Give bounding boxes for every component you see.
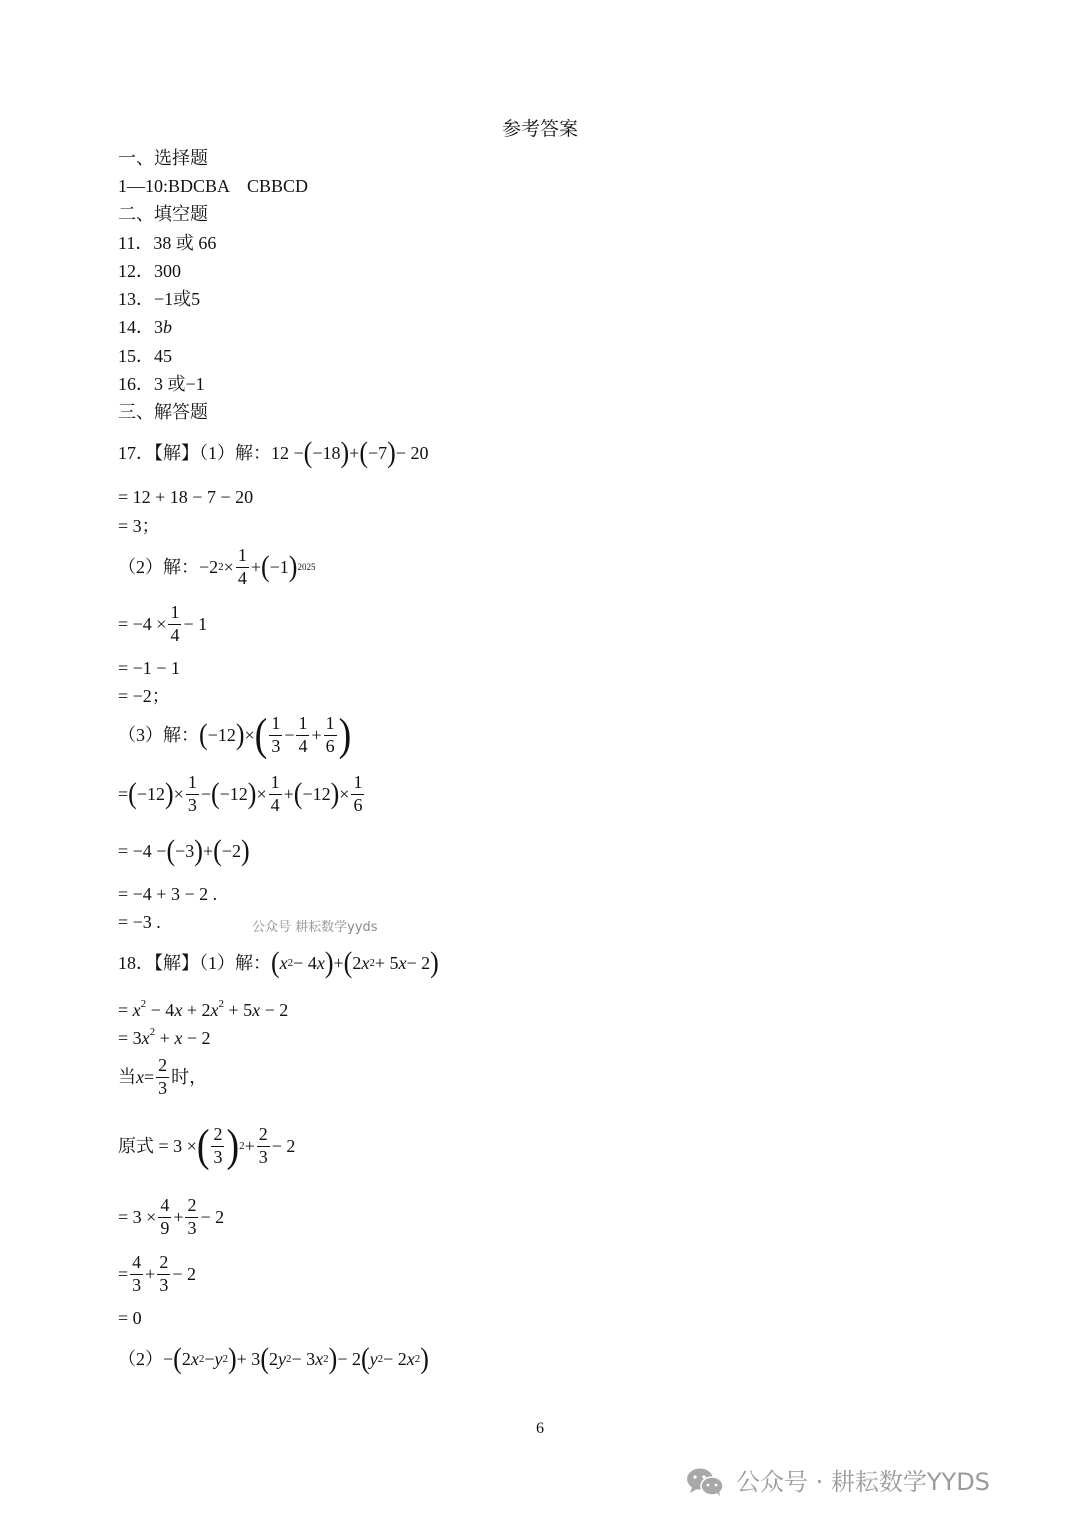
q18-part2-expr: （2） − ( 2 x 2 − y 2 ) + 3 ( 2 y 2 − 3 x 2 ) − 2 ( y 2 − 2 x 2 ) bbox=[118, 1341, 429, 1376]
q17-part2-expr: （2）解： −2 2 × $\frac{1}{4}$ + ( −1 ) 2025 bbox=[118, 545, 316, 588]
page-title: 参考答案 bbox=[501, 119, 578, 140]
fill-answer-14: 14．3b bbox=[118, 317, 172, 337]
q17-part1-expr: 17．【解】（1）解： 12 − ( −18 ) + ( −7 ) − 20 bbox=[118, 435, 429, 470]
q18-part1-step4: = $\frac{4}{3}$ + $\frac{2}{3}$ − 2 bbox=[118, 1252, 196, 1295]
wechat-icon bbox=[686, 1467, 724, 1497]
fill-answer-15: 15．45 bbox=[118, 346, 172, 366]
section-heading-solve: 三、解答题 bbox=[118, 402, 208, 422]
q18-part1-step1: = $x^2 - 4x + 2x^2 + 5x - 2$ bbox=[118, 998, 289, 1020]
section-heading-choice: 一、选择题 bbox=[118, 148, 208, 168]
section-heading-fill: 二、填空题 bbox=[118, 204, 208, 224]
fill-answer-16: 16．3 或−1 bbox=[118, 374, 205, 394]
q17-part3-step3: = −4 + 3 − 2 . bbox=[118, 884, 218, 904]
q18-part1-expr: 18．【解】（1）解： ( x 2 − 4 x ) + ( 2 x 2 + 5 x − 2 ) bbox=[118, 945, 439, 980]
page-number: 6 bbox=[536, 1420, 544, 1437]
footer-watermark bbox=[686, 1467, 990, 1497]
q18-part1-result: = 0 bbox=[118, 1308, 142, 1328]
q17-part3-expr: （3）解： ( −12 ) × ( $\frac{1}{3}$ − $\frac{1}{4}$ + $\frac{1}{6}$ ) bbox=[118, 710, 352, 761]
fill-answer-11: 11．38 或 66 bbox=[118, 233, 217, 253]
fill-answer-13: 13．−1或5 bbox=[118, 289, 201, 309]
q17-part3-step2: = −4 − ( −3 ) + ( −2 ) bbox=[118, 833, 250, 868]
q17-part3-step1: = ( −12 ) × $\frac{1}{3}$ − ( −12 ) × $\frac{1}{4}$ + ( −12 ) × $\frac{1}{6}$ bbox=[118, 772, 363, 815]
footer-watermark-text: 公众号 · 耕耘数学YYDS bbox=[736, 1468, 990, 1496]
q18-original-expr: 原式 = 3 × ( $\frac{2}{3}$ ) 2 + $\frac{2}{3}$ − 2 bbox=[118, 1121, 296, 1172]
q17-part1-step1: = 12 + 18 − 7 − 20 bbox=[118, 487, 254, 507]
q17-part2-result: = −2； bbox=[118, 686, 170, 706]
q18-part1-step3: = 3 × $\frac{4}{9}$ + $\frac{2}{3}$ − 2 bbox=[118, 1195, 225, 1238]
q17-part2-step1: = −4 × $\frac{1}{4}$ − 1 bbox=[118, 602, 208, 645]
mc-answers: 1—10:BDCBA CBBCD bbox=[118, 176, 309, 196]
watermark-text: 公众号 耕耘数学yyds bbox=[252, 920, 378, 935]
q17-part2-step2: = −1 − 1 bbox=[118, 658, 180, 678]
q17-part3-result: = −3 . bbox=[118, 912, 161, 932]
q17-part1-result: = 3； bbox=[118, 516, 160, 536]
q18-part1-step2: = $3x^2 + x - 2$ bbox=[118, 1026, 211, 1048]
q18-substitution: 当 x = $\frac{2}{3}$ 时， bbox=[118, 1055, 208, 1098]
fill-answer-12: 12．300 bbox=[118, 261, 181, 281]
